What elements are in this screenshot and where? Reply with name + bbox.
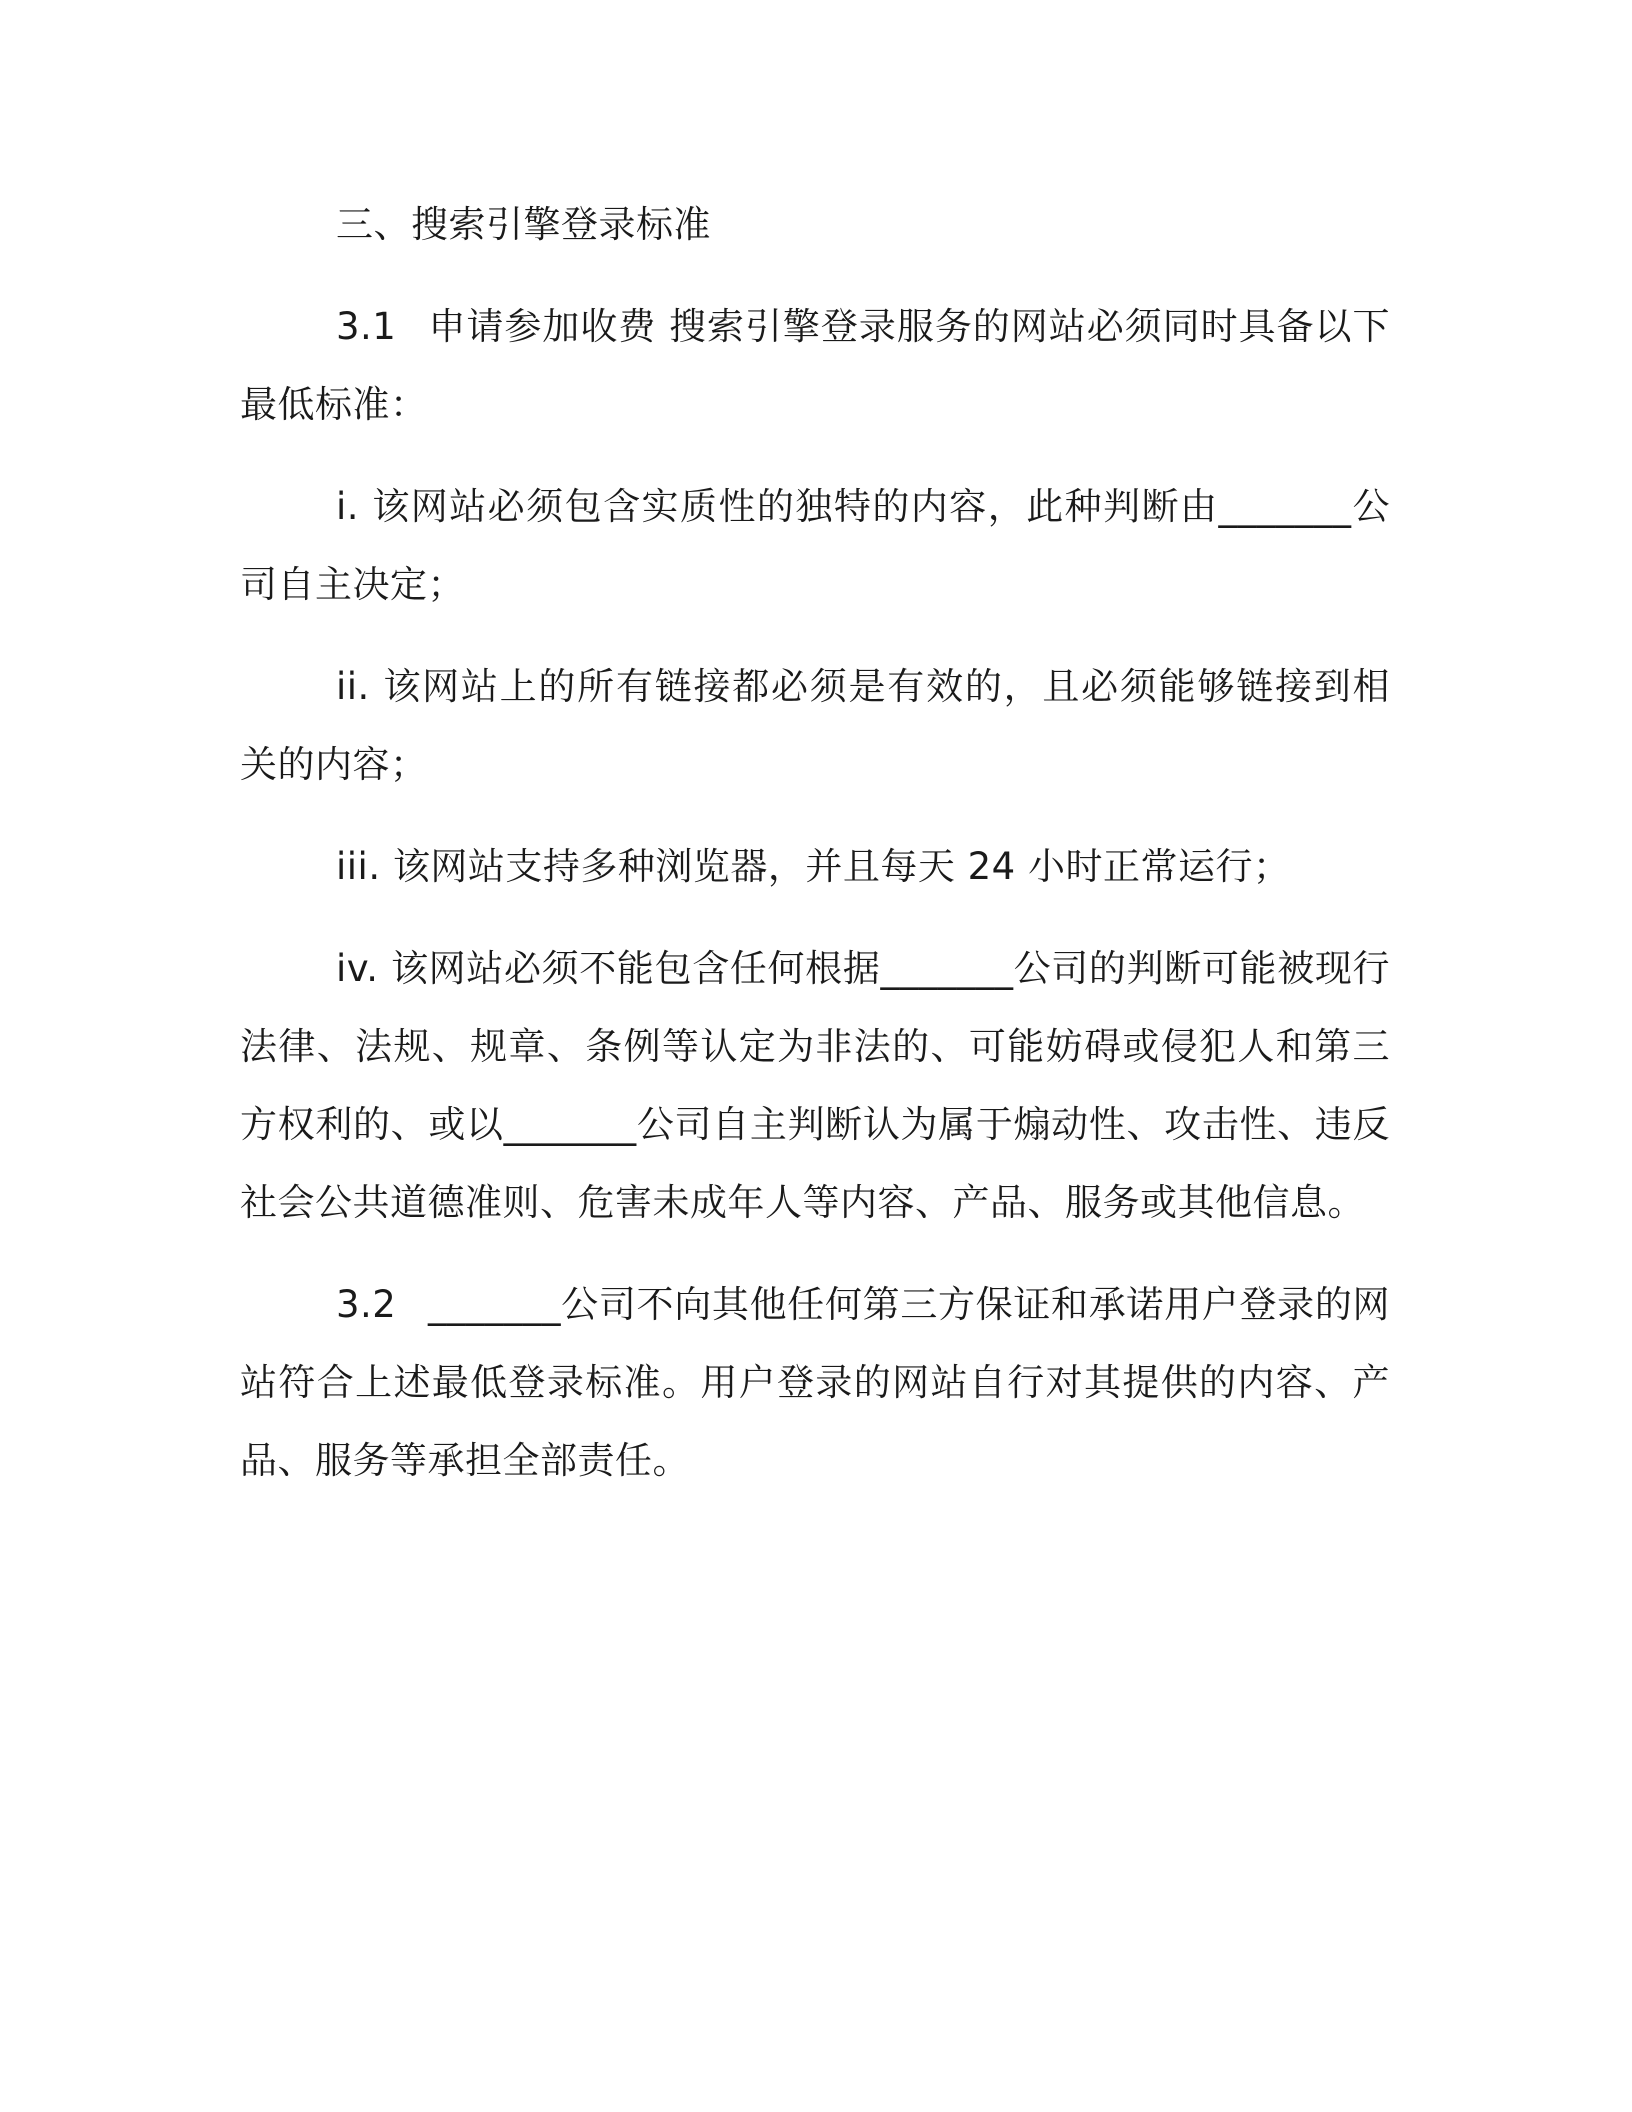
clause-3-2 — [240, 1266, 1390, 1500]
clause-text: ii. 该网站上的所有链接都必须是有效的，且必须能够链接到相关的内容； — [240, 665, 1390, 786]
clause-text: _______公司不向其他任何第三方保证和承诺用户登录的网站符合上述最低登录标准。用户登录的网站自行对其提供的内容、产品、服务等承担全部责任。 — [240, 1283, 1390, 1482]
clause-text: i. 该网站必须包含实质性的独特的内容，此种判断由_______公司自主决定； — [240, 485, 1390, 606]
clause-text: 申请参加收费 搜索引擎登录服务的网站必须同时具备以下最低标准： — [240, 305, 1390, 426]
clause-item-i — [240, 468, 1390, 624]
clause-text: iv. 该网站必须不能包含任何根据_______公司的判断可能被现行法律、法规、规章、条例等认定为非法的、可能妨碍或侵犯人和第三方权利的、或以_______公司自主判断认为属于煽动性、攻击性、违反社会公共道德准则、危害未成年人等内容、产品、服务或其他信息。 — [240, 947, 1390, 1224]
clause-3-1 — [240, 288, 1390, 444]
section-heading: 三、搜索引擎登录标准 — [336, 203, 711, 246]
clause-text: iii. 该网站支持多种浏览器，并且每天 24 小时正常运行； — [336, 845, 1291, 888]
clause-item-ii — [240, 648, 1390, 804]
clause-number: 3.2 — [336, 1283, 397, 1326]
clause-item-iv — [240, 930, 1390, 1242]
document-body — [240, 186, 1390, 1524]
clause-number: 3.1 — [336, 305, 397, 348]
clause-item-iii — [240, 828, 1390, 906]
